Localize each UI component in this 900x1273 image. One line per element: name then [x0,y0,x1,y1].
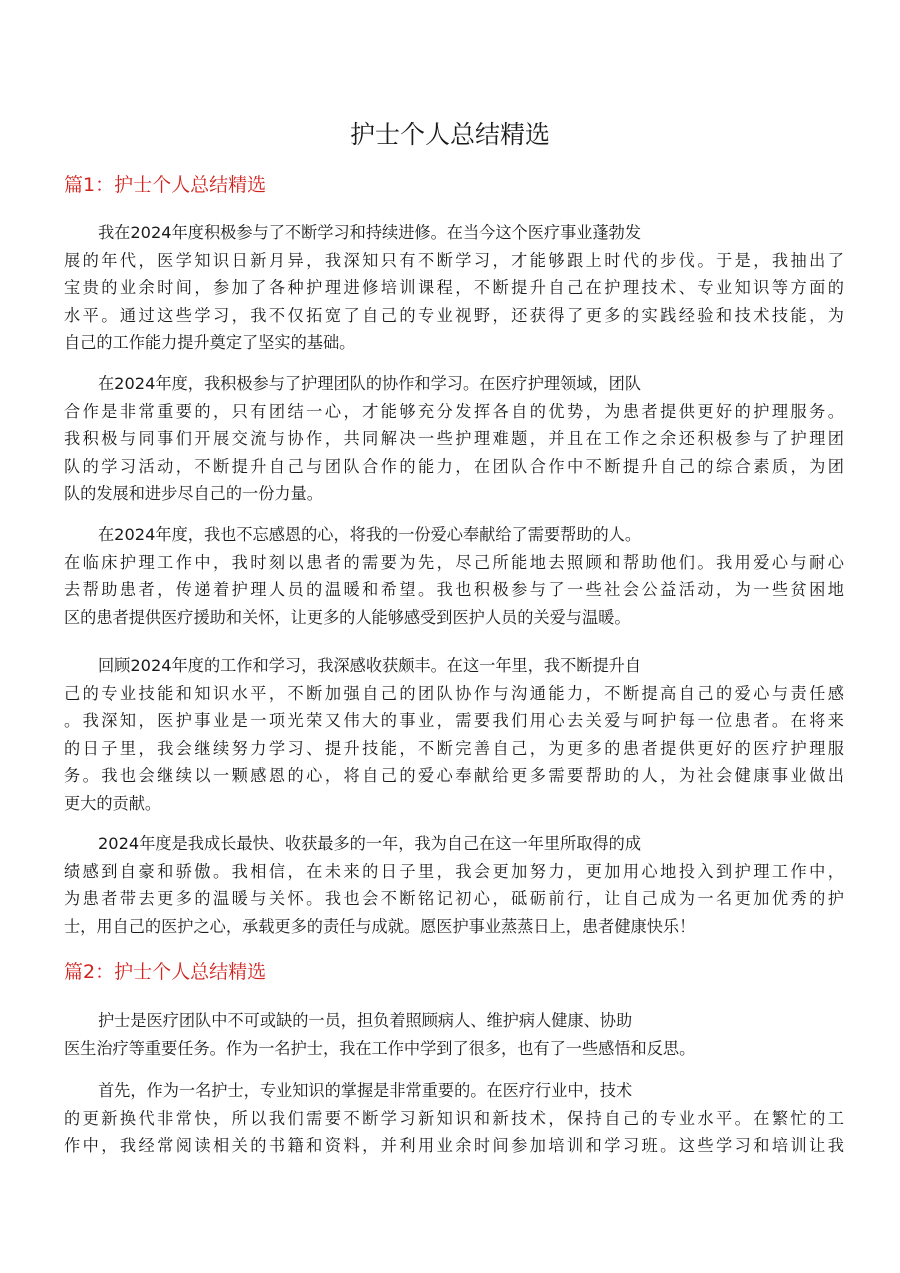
paragraph-line: 去帮助患者，传递着护理人员的温暖和希望。我也积极参与了一些社会公益活动，为一些贫困地 [64,580,844,599]
section-1-paragraph-2 [64,370,844,508]
paragraph-line: 2024年度是我成长最快、收获最多的一年，我为自己在这一年里所取得的成 [98,834,642,853]
paragraph-line: 护士是医疗团队中不可或缺的一员，担负着照顾病人、维护病人健康、协助 [98,1011,633,1030]
section-heading-1: 篇1：护士个人总结精选 [64,174,267,196]
paragraph-line: 务。我也会继续以一颗感恩的心，将自己的爱心奉献给更多需要帮助的人，为社会健康事业做出 [64,766,844,785]
paragraph-line: 作中，我经常阅读相关的书籍和资料，并利用业余时间参加培训和学习班。这些学习和培训让我 [64,1136,844,1155]
section-1-paragraph-1 [64,219,844,357]
paragraph-line: 更大的贡献。 [64,793,162,813]
paragraph-line: 自己的工作能力提升奠定了坚实的基础。 [64,333,356,352]
section-heading-2: 篇2：护士个人总结精选 [64,961,267,983]
paragraph-line: 在2024年度，我也不忘感恩的心，将我的一份爱心奉献给了需要帮助的人。 [98,525,642,544]
paragraph-line: 我在2024年度积极参与了不断学习和持续进修。在当今这个医疗事业蓬勃发 [98,223,642,242]
paragraph-line: 的更新换代非常快，所以我们需要不断学习新知识和新技术，保持自己的专业水平。在繁忙的工 [64,1108,844,1128]
section-2-paragraph-1 [64,1007,844,1062]
paragraph-line: 士，用自己的医护之心，承载更多的责任与成就。愿医护事业蒸蒸日上，患者健康快乐！ [64,916,696,936]
paragraph-line: 区的患者提供医疗援助和关怀，让更多的人能够感受到医护人员的关爱与温暖。 [64,607,631,627]
section-1-paragraph-3 [64,521,844,631]
paragraph-line: 展的年代，医学知识日新月异，我深知只有不断学习，才能够跟上时代的步伐。于是，我抽出了 [64,250,844,270]
paragraph-line: 合作是非常重要的，只有团结一心，才能够充分发挥各自的优势，为患者提供更好的护理服务。 [64,401,844,421]
paragraph-line: 队的发展和进步尽自己的一份力量。 [64,484,323,503]
paragraph-line: 队的学习活动，不断提升自己与团队合作的能力，在团队合作中不断提升自己的综合素质，为团 [64,456,844,476]
section-1-paragraph-4 [64,652,844,817]
paragraph-line: 。我深知，医护事业是一项光荣又伟大的事业，需要我们用心去关爱与呵护每一位患者。在将来 [64,711,844,730]
paragraph-line: 在临床护理工作中，我时刻以患者的需要为先，尽己所能地去照顾和帮助他们。我用爱心与耐心 [64,552,844,572]
section-2-paragraph-2 [64,1077,844,1160]
paragraph-line: 在2024年度，我积极参与了护理团队的协作和学习。在医疗护理领域，团队 [98,374,642,393]
paragraph-line: 回顾2024年度的工作和学习，我深感收获颇丰。在这一年里，我不断提升自 [98,656,642,675]
page-title: 护士个人总结精选 [349,120,550,149]
paragraph-line: 己的专业技能和知识水平，不断加强自己的团队协作与沟通能力，不断提高自己的爱心与责任感 [64,683,844,703]
paragraph-line: 绩感到自豪和骄傲。我相信，在未来的日子里，我会更加努力，更加用心地投入到护理工作中， [64,861,844,881]
paragraph-line: 的日子里，我会继续努力学习、提升技能，不断完善自己，为更多的患者提供更好的医疗护理服 [64,738,844,758]
section-1-paragraph-5 [64,830,844,940]
paragraph-line: 为患者带去更多的温暖与关怀。我也会不断铭记初心，砥砺前行，让自己成为一名更加优秀的护 [64,889,844,908]
paragraph-line: 我积极与同事们开展交流与协作，共同解决一些护理难题，并且在工作之余还积极参与了护理团 [64,429,844,448]
paragraph-line: 医生治疗等重要任务。作为一名护士，我在工作中学到了很多，也有了一些感悟和反思。 [64,1038,696,1058]
paragraph-line: 水平。通过这些学习，我不仅拓宽了自己的专业视野，还获得了更多的实践经验和技术技能，为 [64,305,844,325]
paragraph-line: 宝贵的业余时间，参加了各种护理进修培训课程，不断提升自己在护理技术、专业知识等方面的 [64,278,844,297]
paragraph-line: 首先，作为一名护士，专业知识的掌握是非常重要的。在医疗行业中，技术 [98,1081,633,1100]
